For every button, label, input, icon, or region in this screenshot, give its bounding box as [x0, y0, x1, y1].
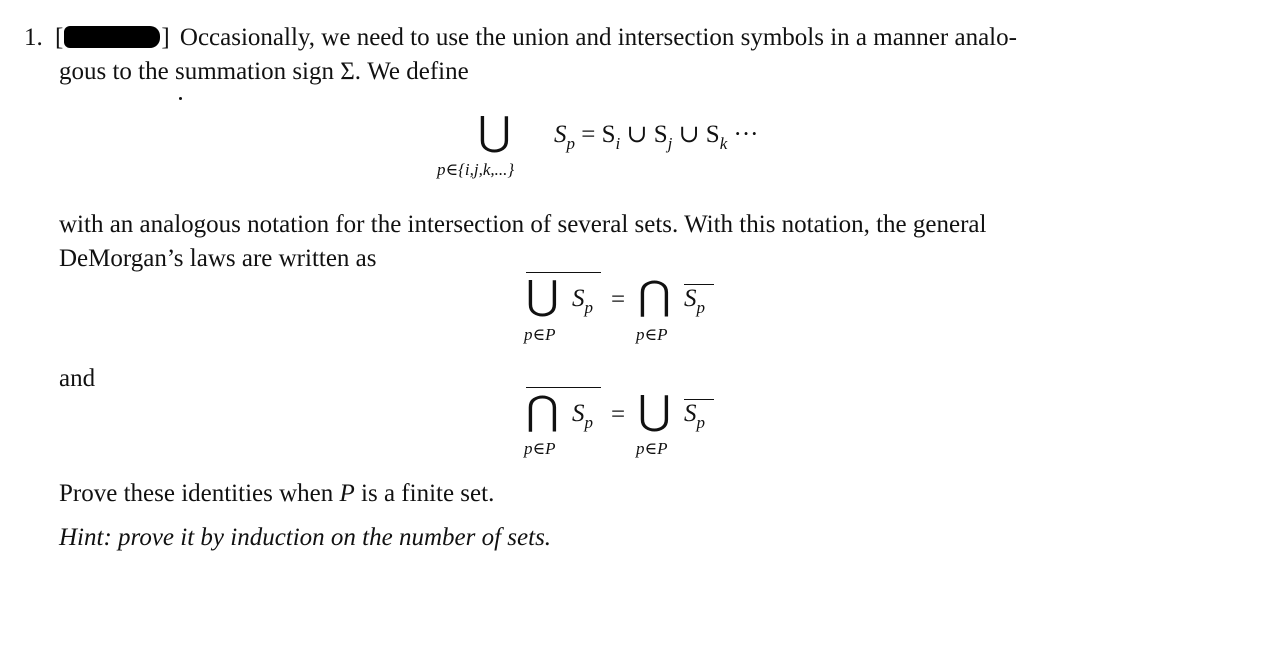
prove-statement: Prove these identities when P is a finite set.: [59, 480, 495, 507]
eq1-expression: $S_p = S_i$ ∪ $S_j$ ∪ $S_k$ ···: [554, 121, 759, 153]
problem-line-2: gous to the summation sign Σ. We define: [59, 58, 469, 85]
law1-right-set: $S_p$: [684, 285, 705, 317]
eq1-under-index: p∈{i,j,k,...}: [437, 160, 515, 179]
law1-under-right: p∈P: [636, 325, 668, 344]
law2-right-set: $S_p$: [684, 400, 705, 432]
law2-under-right: p∈P: [636, 439, 668, 458]
problem-line-1: [24, 25, 1017, 50]
law2-union-symbol: ⋃: [638, 388, 671, 433]
problem-number: 1.: [24, 24, 43, 51]
law2-left-set: $S_p$: [572, 400, 593, 432]
bracket-open: [: [55, 24, 64, 51]
law1-union-symbol: ⋃: [526, 273, 559, 318]
law2-under-left: p∈P: [524, 439, 556, 458]
intro-text: Occasionally, we need to use the union and intersection symbols in a manner analo-: [179, 24, 1017, 51]
stray-dot-mark: [179, 97, 182, 100]
law2-equals: =: [611, 401, 626, 428]
law1-left-set: $S_p$: [572, 285, 593, 317]
paragraph-2-line-1: with an analogous notation for the intersection of several sets. With this notation, the general: [59, 211, 987, 238]
paragraph-2-line-2: DeMorgan’s laws are written as: [59, 245, 377, 272]
hint-text: Hint: prove it by induction on the number of sets.: [59, 524, 552, 551]
law2-intersection-symbol: ⋂: [526, 388, 559, 433]
and-connector: and: [59, 365, 96, 392]
law1-under-left: p∈P: [524, 325, 556, 344]
redacted-author-block: [64, 26, 160, 48]
law1-equals: =: [611, 286, 626, 313]
big-union-symbol: ⋃: [478, 109, 511, 154]
law1-intersection-symbol: ⋂: [638, 273, 671, 318]
bracket-close: ]: [161, 24, 170, 51]
